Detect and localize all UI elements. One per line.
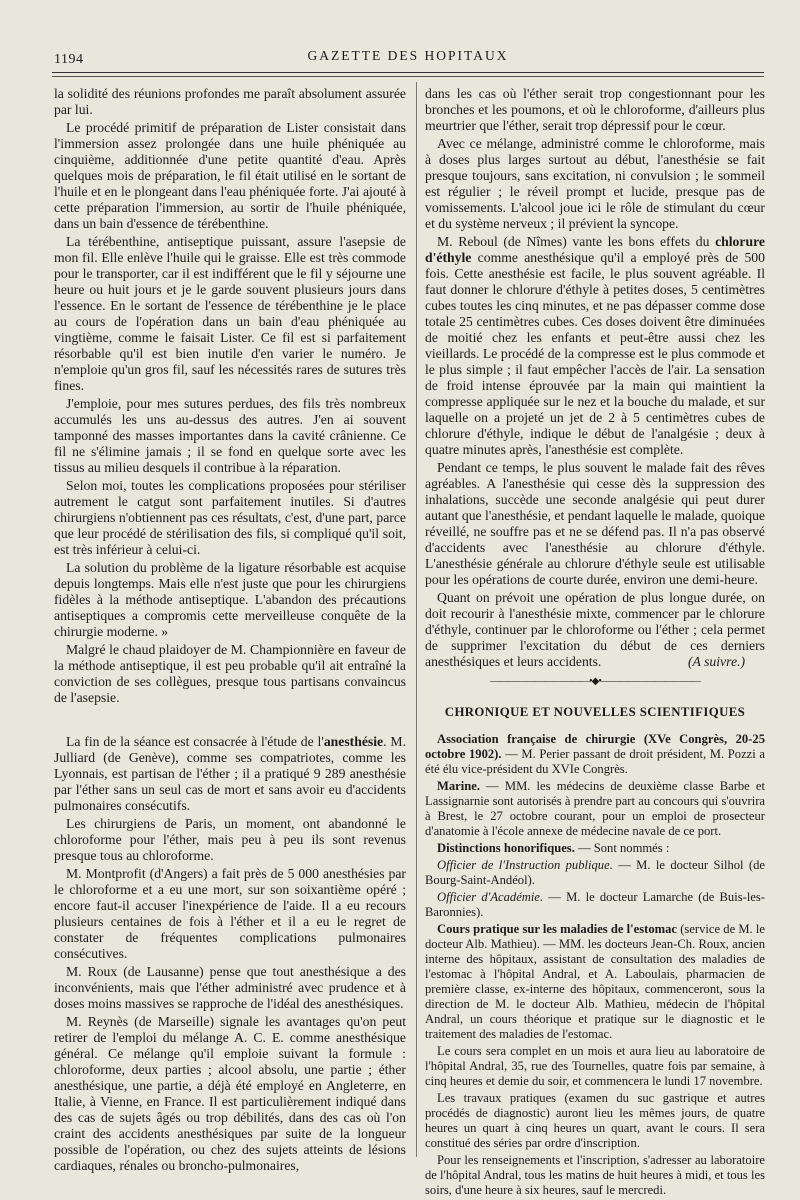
- news-item: Les travaux pratiques (examen du suc gastrique et autres procédés de diagnostic) auront lieu les mêmes jours, de quatre heures un quart à cinq heures un quart, avant le cours. Il sera constitué des séries par ordre d'inscription.: [425, 1091, 765, 1150]
- paragraph: La solution du problème de la ligature résorbable est acquise depuis longtemps. Mais elle n'est juste que pour les chirurgiens fidèles à la méthode antiseptique. L'abandon des précautions antiseptiques a compromis cette merveilleuse conquête de la chirurgie moderne. »: [54, 560, 406, 639]
- news-item: [425, 732, 765, 777]
- paragraph: Les chirurgiens de Paris, un moment, ont abandonné le chloroforme pour l'éther, mais peu à peu ils sont revenus presque tous au chloroforme.: [54, 816, 406, 863]
- news-text: — MM. les médecins de deuxième classe Barbe et Lassignarnie sont autorisés à prendre part au concours qui s'ouvrira à Brest, le 27 octobre courant, pour un emploi de prosecteur d'anatomie à l'école annexe de médecine navale de ce port.: [425, 779, 765, 838]
- paragraph: Selon moi, toutes les complications proposées pour stériliser autrement le catgut sont parfaitement inutiles. Si d'autres chirurgiens n'obtiennent pas ces résultats, c'est, d'une part, parce que leur procédé de stérilisation des fils, si compliqué qu'il soit, est très inférieur à celui-ci.: [54, 478, 406, 557]
- paragraph: dans les cas où l'éther serait trop congestionnant pour les bronches et les poumons, et où le chloroforme, d'ailleurs plus meurtrier que l'éther, serait trop dépressif pour le cœur.: [425, 86, 765, 133]
- paragraph: M. Montprofit (d'Angers) a fait près de 5 000 anesthésies par le chloroforme et a eu une mort, sur son soixantième opéré ; encore faut-il accuser l'inexpérience de l'aide. Il a eu recours plusieurs centaines de fois à l'éther et il a eu le regret de constater de fréquentes complications pulmonaires consécutives.: [54, 866, 406, 961]
- paragraph: Malgré le chaud plaidoyer de M. Championnière en faveur de la méthode antiseptique, il est peu probable qu'il ait entraîné la conviction de ses collègues, presque tous partisans convaincus de l'asepsie.: [54, 642, 406, 705]
- paragraph: M. Reynès (de Marseille) signale les avantages qu'on peut retirer de l'emploi du mélange A. C. E. comme anesthésique général. Ce mélange qu'il emploie suivant la formule : chloroforme, deux parties ; alcool absolu, une partie ; éther anesthésique, une partie, a déjà été employé en Angleterre, en Italie, à Vienne, en France. Il est particulièrement indiqué dans des cas de sujets âgés ou trop débilités, dans des cas où l'on craint des accidents anesthésiques par suite de la longueur possible de l'opération, ou chez des sujets atteints de lésions cardiaques, rénales ou broncho-pulmonaires,: [54, 1014, 406, 1173]
- ornament-divider: ———————————•◆•———————————: [490, 676, 700, 687]
- page-header: [52, 44, 764, 68]
- paragraph: la solidité des réunions profondes me paraît absolument assurée par lui.: [54, 86, 406, 117]
- bold-term: anesthésie: [323, 734, 384, 749]
- left-column: [54, 86, 406, 1176]
- news-item: [425, 922, 765, 1042]
- paragraph: Avec ce mélange, administré comme le chloroforme, mais à doses plus larges surtout au début, l'anesthésie se fait presque toujours, sans excitation, ni convulsion ; le sommeil est régulier ; le réveil prompt et lucide, presque pas de vomissements. L'alcool joue ici le rôle de stimulant du cœur et du système nerveux ; il prévient la syncope.: [425, 136, 765, 231]
- news-text: — M. Perier passant de droit président, M. Pozzi a été élu vice-président du XVIe Congrès.: [425, 747, 765, 776]
- section-heading: CHRONIQUE ET NOUVELLES SCIENTIFIQUES: [444, 705, 746, 719]
- news-text: — M. le docteur Silhol (de Bourg-Saint-Andéol).: [425, 858, 766, 887]
- news-item: [425, 858, 765, 888]
- to-be-continued: (A suivre.): [687, 654, 745, 669]
- news-title: Marine.: [437, 779, 481, 793]
- bold-term: chlorure d'éthyle: [425, 234, 765, 265]
- section-gap: [54, 708, 406, 734]
- text-run: M. Reboul (de Nîmes) vante les bons effets du: [437, 234, 716, 249]
- journal-title: GAZETTE DES HOPITAUX: [307, 48, 509, 63]
- paragraph: Pendant ce temps, le plus souvent le malade fait des rêves agréables. A l'anesthésie qui cesse dès la suppression des inhalations, succède une seconde analgésie qui peut durer autant que l'anesthésie, et pendant laquelle le malade, quoique réveillé, ne souffre pas et ne se défend pas. Il n'a pas observé d'accidents avec l'anesthésie au chlorure d'éthyle. L'anesthésie générale au chlorure d'éthyle seule est utilisable pour les opérations de courte durée, environ une demi-heure.: [425, 460, 765, 587]
- paragraph: Le procédé primitif de préparation de Lister consistait dans l'immersion assez prolongée dans une huile phéniquée au cinquième, additionnée d'une petite quantité d'eau. Après quelques mois de préparation, le fil était utilisé en le sortant de l'huile et en le plongeant dans l'eau phéniquée forte. J'ai ajouté à cette préparation l'immersion, au sortir de l'huile phéniquée, dans un bain d'essence de térébenthine.: [54, 120, 406, 231]
- paragraph: J'emploie, pour mes sutures perdues, des fils très nombreux accumulés les uns au-dessus des autres. J'en ai souvent tamponné des masses importantes dans la cavité crânienne. Ce fil ne s'élimine jamais ; il se fond en quelque sorte avec les tissus au milieu desquels il contribue à la réparation.: [54, 396, 406, 475]
- news-text: (service de M. le docteur Alb. Mathieu). — MM. les docteurs Jean-Ch. Roux, ancien interne des hôpitaux, assistant de consultation des maladies de l'estomac à l'hôpital Andral, et A. Laboulais, pharmacien de première classe, ex-interne des hôpitaux, commenceront, sous la direction de M. le docteur Alb. Mathieu, médecin de l'hôpital Andral, un cours théorique et pratique sur le diagnostic et le traitement des maladies de l'estomac.: [425, 922, 765, 1041]
- page-number: 1194: [54, 52, 84, 67]
- header-rule-thin: [52, 76, 764, 77]
- news-text: — Sont nommés :: [574, 841, 670, 855]
- text-run: Quant on prévoit une opération de plus longue durée, on doit recourir à l'anesthésie mixte, commencer par le chlorure d'éthyle, continuer par le chloroforme ou l'éther ; cela permet de supprimer l'excitation du début de ces derniers anesthésiques et leurs accidents.: [425, 590, 765, 669]
- news-item: [425, 841, 765, 856]
- text-run: . M. Julliard (de Genève), comme ses compatriotes, comme les Lyonnais, est partisan de l'éther ; il a pratiqué 9 289 anesthésie par l'éther sans un seul cas de mort et sans avoir eu d'accidents pulmonaires consécutifs.: [54, 734, 407, 813]
- news-item: Pour les renseignements et l'inscription, s'adresser au laboratoire de l'hôpital Andral, tous les matins de huit heures à midi, et tous les soirs, d'une heure à six heures, sauf le mercredi.: [425, 1153, 765, 1197]
- paragraph: La térébenthine, antiseptique puissant, assure l'asepsie de mon fil. Elle enlève l'huile qui le graisse. Elle est très commode pour le transporter, car il est indifférent que le fil y séjourne une heure ou huit jours et je le garde souvent plusieurs jours dans l'essence. En le sortant de l'essence de térébenthine je le place au cours de l'opération dans un bain d'eau phéniquée au vingtième, comme le faisait Lister. Ce fil est si parfaitement résorbable qu'il est bien inutile d'en varier le numéro. Je n'emploie qu'un gros fil, sauf les nécessités rares de sutures très fines.: [54, 234, 406, 393]
- honor-title: Officier de l'Instruction publique.: [437, 858, 613, 872]
- news-item: Le cours sera complet en un mois et aura lieu au laboratoire de l'hôpital Andral, 35, rue des Tournelles, quatre fois par semaine, à cinq heures et demie du soir, et commencera le lundi 17 novembre.: [425, 1044, 765, 1088]
- paragraph: [425, 590, 765, 670]
- news-item: [425, 779, 765, 839]
- paragraph: [425, 234, 765, 458]
- news-item: [425, 890, 765, 920]
- right-column: [425, 86, 765, 1200]
- column-divider: [416, 82, 417, 1157]
- news-text: — M. le docteur Lamarche (de Buis-les-Baronnies).: [425, 890, 766, 919]
- paragraph: [54, 734, 406, 814]
- news-title: Association française de chirurgie (XVe Congrès, 20-25 octobre 1902).: [425, 732, 765, 761]
- paragraph: M. Roux (de Lausanne) pense que tout anesthésique a des inconvénients, mais que l'éther administré avec prudence et à doses moins massives se rapproche de l'idéal des anesthésiques.: [54, 964, 406, 1011]
- header-rule: [52, 72, 764, 73]
- text-run: La fin de la séance est consacrée à l'étude de l': [66, 734, 324, 749]
- news-title: Cours pratique sur les maladies de l'estomac: [437, 922, 678, 936]
- honor-title: Officier d'Académie.: [437, 890, 544, 904]
- news-title: Distinctions honorifiques.: [437, 841, 575, 855]
- text-run: comme anesthésique qu'il a employé près de 500 fois. Cette anesthésie est facile, le plus souvent agréable. Il faut donner le chlorure d'éthyle à petites doses, 5 centimètres cubes toutes les cinq minutes, et ne pas dépasser comme dose totale 25 centimètres cubes. Ces doses doivent être diminuées de moitié chez les enfants et peut-être aussi chez les vieillards. Le procédé de la compresse est le plus commode et le plus simple ; il faut empêcher l'accès de l'air. La sensation de froid intense éprouvée par la main qui maintient la compresse appliquée sur le nez et la bouche du malade, et sur laquelle on a projeté un jet de 2 à 5 centimètres cubes de chlorure d'éthyle, indique le début de l'analgésie ; deux à quatre minutes après, l'anesthésie est complète.: [425, 250, 765, 457]
